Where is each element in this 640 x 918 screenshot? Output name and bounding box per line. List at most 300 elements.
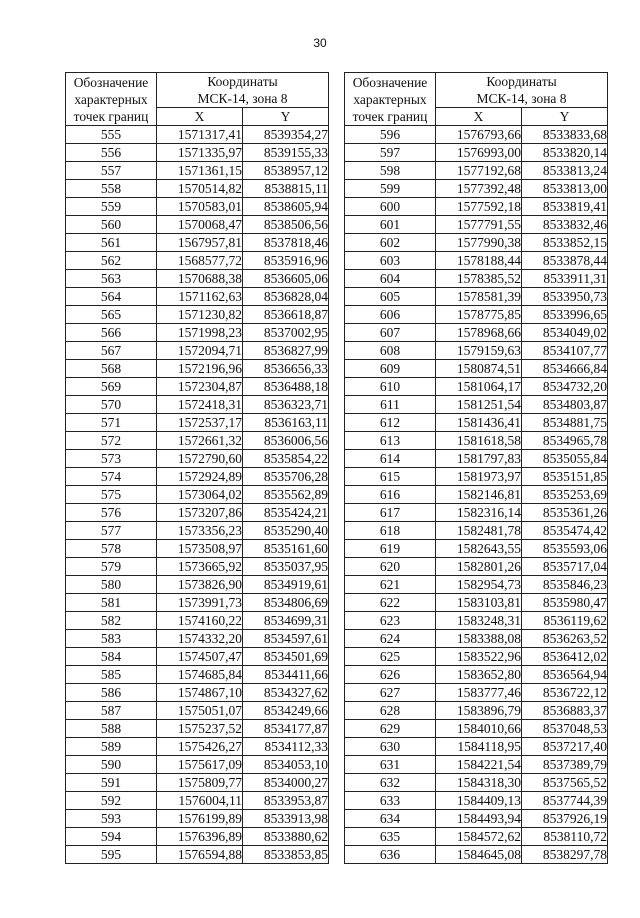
y-coordinate-cell: 8539155,33 — [243, 144, 329, 162]
x-coordinate-cell: 1576594,88 — [157, 846, 243, 864]
coordinates-table-right — [344, 72, 608, 864]
table-row — [66, 288, 329, 306]
table-row — [66, 792, 329, 810]
x-coordinate-cell: 1577990,38 — [436, 234, 522, 252]
y-coordinate-cell: 8536605,06 — [243, 270, 329, 288]
y-coordinate-cell: 8534107,77 — [522, 342, 608, 360]
table-row — [345, 522, 608, 540]
table-row — [66, 774, 329, 792]
x-coordinate-cell: 1578188,44 — [436, 252, 522, 270]
table-row — [66, 450, 329, 468]
point-number-cell: 585 — [66, 666, 157, 684]
table-row — [66, 162, 329, 180]
table-row — [345, 396, 608, 414]
y-coordinate-cell: 8537926,19 — [522, 810, 608, 828]
x-coordinate-cell: 1582316,14 — [436, 504, 522, 522]
point-number-cell: 582 — [66, 612, 157, 630]
y-coordinate-cell: 8536006,56 — [243, 432, 329, 450]
y-coordinate-cell: 8534249,66 — [243, 702, 329, 720]
table-row — [345, 576, 608, 594]
table-row — [345, 648, 608, 666]
x-coordinate-cell: 1581064,17 — [436, 378, 522, 396]
table-row — [66, 486, 329, 504]
x-coordinate-cell: 1583777,46 — [436, 684, 522, 702]
x-coordinate-cell: 1577791,55 — [436, 216, 522, 234]
point-number-cell: 629 — [345, 720, 436, 738]
x-column-header: X — [157, 108, 243, 126]
y-coordinate-cell: 8534177,87 — [243, 720, 329, 738]
y-coordinate-cell: 8535037,95 — [243, 558, 329, 576]
x-coordinate-cell: 1583896,79 — [436, 702, 522, 720]
y-coordinate-cell: 8533833,68 — [522, 126, 608, 144]
point-number-cell: 577 — [66, 522, 157, 540]
point-number-cell: 588 — [66, 720, 157, 738]
x-coordinate-cell: 1583248,31 — [436, 612, 522, 630]
table-row — [345, 360, 608, 378]
y-coordinate-cell: 8533878,44 — [522, 252, 608, 270]
point-number-cell: 625 — [345, 648, 436, 666]
x-coordinate-cell: 1570068,47 — [157, 216, 243, 234]
x-coordinate-cell: 1570688,38 — [157, 270, 243, 288]
y-coordinate-cell: 8535253,69 — [522, 486, 608, 504]
table-row — [345, 594, 608, 612]
y-coordinate-cell: 8536323,71 — [243, 396, 329, 414]
point-number-cell: 605 — [345, 288, 436, 306]
table-row — [66, 144, 329, 162]
y-coordinate-cell: 8534049,02 — [522, 324, 608, 342]
y-coordinate-cell: 8535161,60 — [243, 540, 329, 558]
y-coordinate-cell: 8534053,10 — [243, 756, 329, 774]
point-number-cell: 576 — [66, 504, 157, 522]
x-coordinate-cell: 1578385,52 — [436, 270, 522, 288]
y-coordinate-cell: 8537744,39 — [522, 792, 608, 810]
x-coordinate-cell: 1574160,22 — [157, 612, 243, 630]
x-coordinate-cell: 1567957,81 — [157, 234, 243, 252]
point-number-cell: 618 — [345, 522, 436, 540]
y-coordinate-cell: 8534597,61 — [243, 630, 329, 648]
table-row — [66, 414, 329, 432]
x-coordinate-cell: 1573665,92 — [157, 558, 243, 576]
y-coordinate-cell: 8533853,85 — [243, 846, 329, 864]
x-coordinate-cell: 1573991,73 — [157, 594, 243, 612]
point-number-cell: 619 — [345, 540, 436, 558]
y-coordinate-cell: 8538957,12 — [243, 162, 329, 180]
point-number-cell: 579 — [66, 558, 157, 576]
table-row — [66, 396, 329, 414]
point-number-cell: 612 — [345, 414, 436, 432]
table-row — [66, 342, 329, 360]
table-row — [66, 324, 329, 342]
header-coords-line2: МСК-14, зона 8 — [197, 91, 288, 106]
point-number-cell: 557 — [66, 162, 157, 180]
x-coordinate-cell: 1570514,82 — [157, 180, 243, 198]
y-coordinate-cell: 8536883,37 — [522, 702, 608, 720]
x-coordinate-cell: 1575051,07 — [157, 702, 243, 720]
point-number-cell: 572 — [66, 432, 157, 450]
y-coordinate-cell: 8533813,24 — [522, 162, 608, 180]
point-number-cell: 589 — [66, 738, 157, 756]
x-coordinate-cell: 1572196,96 — [157, 360, 243, 378]
x-coordinate-cell: 1577392,48 — [436, 180, 522, 198]
table-row — [66, 684, 329, 702]
point-number-cell: 628 — [345, 702, 436, 720]
table-row — [66, 612, 329, 630]
y-coordinate-cell: 8534000,27 — [243, 774, 329, 792]
table-row — [345, 198, 608, 216]
point-number-cell: 562 — [66, 252, 157, 270]
point-number-cell: 591 — [66, 774, 157, 792]
y-coordinate-cell: 8533832,46 — [522, 216, 608, 234]
y-coordinate-cell: 8537389,79 — [522, 756, 608, 774]
table-row — [345, 450, 608, 468]
point-number-cell: 561 — [66, 234, 157, 252]
table-row — [66, 252, 329, 270]
y-coordinate-cell: 8537565,52 — [522, 774, 608, 792]
point-number-cell: 632 — [345, 774, 436, 792]
table-row — [345, 810, 608, 828]
y-coordinate-cell: 8534732,20 — [522, 378, 608, 396]
x-coordinate-cell: 1581973,97 — [436, 468, 522, 486]
x-coordinate-cell: 1575237,52 — [157, 720, 243, 738]
y-coordinate-cell: 8536564,94 — [522, 666, 608, 684]
point-number-cell: 565 — [66, 306, 157, 324]
table-row — [66, 540, 329, 558]
y-coordinate-cell: 8536618,87 — [243, 306, 329, 324]
point-number-cell: 623 — [345, 612, 436, 630]
y-coordinate-cell: 8534881,75 — [522, 414, 608, 432]
y-coordinate-cell: 8535593,06 — [522, 540, 608, 558]
point-number-cell: 626 — [345, 666, 436, 684]
table-row — [66, 558, 329, 576]
point-number-cell: 610 — [345, 378, 436, 396]
table-row — [66, 738, 329, 756]
point-number-cell: 558 — [66, 180, 157, 198]
x-coordinate-cell: 1580874,51 — [436, 360, 522, 378]
x-coordinate-cell: 1574332,20 — [157, 630, 243, 648]
x-coordinate-cell: 1584118,95 — [436, 738, 522, 756]
y-coordinate-cell: 8536656,33 — [243, 360, 329, 378]
table-row — [345, 774, 608, 792]
x-coordinate-cell: 1584221,54 — [436, 756, 522, 774]
x-coordinate-cell: 1571162,63 — [157, 288, 243, 306]
table-row — [345, 558, 608, 576]
x-coordinate-cell: 1584318,30 — [436, 774, 522, 792]
x-coordinate-cell: 1574685,84 — [157, 666, 243, 684]
point-number-cell: 580 — [66, 576, 157, 594]
table-row — [66, 468, 329, 486]
y-coordinate-cell: 8533911,31 — [522, 270, 608, 288]
point-number-cell: 560 — [66, 216, 157, 234]
y-coordinate-cell: 8535717,04 — [522, 558, 608, 576]
y-coordinate-cell: 8533820,14 — [522, 144, 608, 162]
table-row — [345, 180, 608, 198]
x-coordinate-cell: 1582481,78 — [436, 522, 522, 540]
y-coordinate-cell: 8538110,72 — [522, 828, 608, 846]
x-coordinate-cell: 1571361,15 — [157, 162, 243, 180]
y-coordinate-cell: 8533852,15 — [522, 234, 608, 252]
y-coordinate-cell: 8539354,27 — [243, 126, 329, 144]
table-row — [345, 702, 608, 720]
y-coordinate-cell: 8536827,99 — [243, 342, 329, 360]
point-number-cell: 599 — [345, 180, 436, 198]
point-number-cell: 593 — [66, 810, 157, 828]
y-coordinate-cell: 8533913,98 — [243, 810, 329, 828]
header-coords-line1: Координаты — [207, 74, 278, 89]
x-coordinate-cell: 1583522,96 — [436, 648, 522, 666]
table-row — [66, 432, 329, 450]
table-row — [66, 180, 329, 198]
point-number-cell: 556 — [66, 144, 157, 162]
y-coordinate-cell: 8536828,04 — [243, 288, 329, 306]
y-coordinate-cell: 8534919,61 — [243, 576, 329, 594]
y-coordinate-cell: 8534806,69 — [243, 594, 329, 612]
table-row — [345, 126, 608, 144]
y-coordinate-cell: 8535290,40 — [243, 522, 329, 540]
point-number-cell: 587 — [66, 702, 157, 720]
point-number-cell: 624 — [345, 630, 436, 648]
table-row — [345, 144, 608, 162]
x-coordinate-cell: 1571335,97 — [157, 144, 243, 162]
x-coordinate-cell: 1572537,17 — [157, 414, 243, 432]
point-number-cell: 609 — [345, 360, 436, 378]
y-coordinate-cell: 8533996,65 — [522, 306, 608, 324]
point-number-cell: 569 — [66, 378, 157, 396]
header-coords-line1: Координаты — [486, 74, 557, 89]
table-row — [66, 756, 329, 774]
y-coordinate-cell: 8537002,95 — [243, 324, 329, 342]
x-coordinate-cell: 1575426,27 — [157, 738, 243, 756]
point-number-cell: 564 — [66, 288, 157, 306]
y-coordinate-cell: 8538506,56 — [243, 216, 329, 234]
table-row — [345, 468, 608, 486]
x-coordinate-cell: 1582146,81 — [436, 486, 522, 504]
x-coordinate-cell: 1576793,66 — [436, 126, 522, 144]
table-row — [66, 126, 329, 144]
x-coordinate-cell: 1573064,02 — [157, 486, 243, 504]
x-coordinate-cell: 1583103,81 — [436, 594, 522, 612]
point-number-cell: 575 — [66, 486, 157, 504]
point-number-cell: 602 — [345, 234, 436, 252]
table-row — [345, 378, 608, 396]
header-label-line2: характерных — [74, 91, 148, 107]
y-coordinate-cell: 8535706,28 — [243, 468, 329, 486]
header-label-line1: Обозначение — [352, 74, 428, 90]
x-coordinate-cell: 1573508,97 — [157, 540, 243, 558]
header-label-line2: характерных — [353, 91, 427, 107]
y-coordinate-cell: 8534501,69 — [243, 648, 329, 666]
table-row — [345, 792, 608, 810]
table-row — [66, 648, 329, 666]
point-number-cell: 616 — [345, 486, 436, 504]
table-row — [66, 846, 329, 864]
y-coordinate-cell: 8538297,78 — [522, 846, 608, 864]
header-label-line1: Обозначение — [73, 74, 149, 90]
point-number-cell: 583 — [66, 630, 157, 648]
x-coordinate-cell: 1582643,55 — [436, 540, 522, 558]
y-column-header: Y — [243, 108, 329, 126]
x-coordinate-cell: 1572790,60 — [157, 450, 243, 468]
coordinates-table-left — [65, 72, 329, 864]
coordinates-header — [436, 73, 608, 108]
y-coordinate-cell: 8536412,02 — [522, 648, 608, 666]
y-coordinate-cell: 8534411,66 — [243, 666, 329, 684]
header-coords-line2: МСК-14, зона 8 — [476, 91, 567, 106]
point-number-cell: 622 — [345, 594, 436, 612]
point-number-cell: 573 — [66, 450, 157, 468]
point-label-header — [66, 73, 157, 126]
y-coordinate-cell: 8537048,53 — [522, 720, 608, 738]
x-coordinate-cell: 1576004,11 — [157, 792, 243, 810]
point-number-cell: 601 — [345, 216, 436, 234]
y-coordinate-cell: 8533950,73 — [522, 288, 608, 306]
table-row — [66, 270, 329, 288]
x-coordinate-cell: 1573207,86 — [157, 504, 243, 522]
point-number-cell: 613 — [345, 432, 436, 450]
y-coordinate-cell: 8536722,12 — [522, 684, 608, 702]
y-coordinate-cell: 8538605,94 — [243, 198, 329, 216]
x-coordinate-cell: 1577592,18 — [436, 198, 522, 216]
table-row — [66, 504, 329, 522]
point-number-cell: 596 — [345, 126, 436, 144]
point-number-cell: 608 — [345, 342, 436, 360]
y-column-header: Y — [522, 108, 608, 126]
table-body-left — [66, 126, 329, 864]
y-coordinate-cell: 8537217,40 — [522, 738, 608, 756]
point-number-cell: 568 — [66, 360, 157, 378]
point-number-cell: 620 — [345, 558, 436, 576]
point-number-cell: 607 — [345, 324, 436, 342]
x-coordinate-cell: 1584645,08 — [436, 846, 522, 864]
table-row — [345, 666, 608, 684]
table-row — [345, 504, 608, 522]
point-number-cell: 617 — [345, 504, 436, 522]
x-coordinate-cell: 1582954,73 — [436, 576, 522, 594]
x-coordinate-cell: 1578775,85 — [436, 306, 522, 324]
point-number-cell: 571 — [66, 414, 157, 432]
x-coordinate-cell: 1570583,01 — [157, 198, 243, 216]
x-coordinate-cell: 1581618,58 — [436, 432, 522, 450]
table-row — [345, 234, 608, 252]
x-coordinate-cell: 1576993,00 — [436, 144, 522, 162]
table-row — [345, 270, 608, 288]
point-number-cell: 592 — [66, 792, 157, 810]
x-coordinate-cell: 1577192,68 — [436, 162, 522, 180]
table-row — [66, 810, 329, 828]
x-coordinate-cell: 1584572,62 — [436, 828, 522, 846]
point-number-cell: 600 — [345, 198, 436, 216]
table-row — [345, 540, 608, 558]
point-number-cell: 615 — [345, 468, 436, 486]
x-coordinate-cell: 1583388,08 — [436, 630, 522, 648]
point-number-cell: 598 — [345, 162, 436, 180]
y-coordinate-cell: 8535846,23 — [522, 576, 608, 594]
table-row — [345, 414, 608, 432]
y-coordinate-cell: 8535562,89 — [243, 486, 329, 504]
table-row — [66, 702, 329, 720]
point-number-cell: 636 — [345, 846, 436, 864]
coordinates-header — [157, 73, 329, 108]
y-coordinate-cell: 8534803,87 — [522, 396, 608, 414]
y-coordinate-cell: 8535474,42 — [522, 522, 608, 540]
point-number-cell: 630 — [345, 738, 436, 756]
point-number-cell: 594 — [66, 828, 157, 846]
y-coordinate-cell: 8534327,62 — [243, 684, 329, 702]
point-number-cell: 627 — [345, 684, 436, 702]
point-number-cell: 584 — [66, 648, 157, 666]
x-coordinate-cell: 1571230,82 — [157, 306, 243, 324]
y-coordinate-cell: 8535980,47 — [522, 594, 608, 612]
y-coordinate-cell: 8535424,21 — [243, 504, 329, 522]
table-row — [345, 828, 608, 846]
y-coordinate-cell: 8537818,46 — [243, 234, 329, 252]
table-row — [345, 432, 608, 450]
x-column-header: X — [436, 108, 522, 126]
x-coordinate-cell: 1576199,89 — [157, 810, 243, 828]
point-number-cell: 559 — [66, 198, 157, 216]
table-row — [345, 216, 608, 234]
table-row — [345, 324, 608, 342]
point-number-cell: 614 — [345, 450, 436, 468]
point-number-cell: 586 — [66, 684, 157, 702]
table-row — [345, 630, 608, 648]
y-coordinate-cell: 8536263,52 — [522, 630, 608, 648]
table-row — [66, 306, 329, 324]
x-coordinate-cell: 1571998,23 — [157, 324, 243, 342]
table-row — [66, 630, 329, 648]
y-coordinate-cell: 8534112,33 — [243, 738, 329, 756]
y-coordinate-cell: 8534666,84 — [522, 360, 608, 378]
table-body-right — [345, 126, 608, 864]
table-row — [345, 252, 608, 270]
x-coordinate-cell: 1583652,80 — [436, 666, 522, 684]
table-row — [345, 684, 608, 702]
point-number-cell: 603 — [345, 252, 436, 270]
point-number-cell: 590 — [66, 756, 157, 774]
y-coordinate-cell: 8536119,62 — [522, 612, 608, 630]
x-coordinate-cell: 1581436,41 — [436, 414, 522, 432]
table-row — [345, 756, 608, 774]
point-number-cell: 633 — [345, 792, 436, 810]
x-coordinate-cell: 1574507,47 — [157, 648, 243, 666]
point-number-cell: 570 — [66, 396, 157, 414]
table-row — [345, 720, 608, 738]
point-number-cell: 606 — [345, 306, 436, 324]
table-row — [66, 234, 329, 252]
table-row — [345, 288, 608, 306]
page-number: 30 — [313, 36, 327, 50]
x-coordinate-cell: 1573356,23 — [157, 522, 243, 540]
x-coordinate-cell: 1584493,94 — [436, 810, 522, 828]
header-label-line3: точек границ — [352, 108, 428, 124]
table-row — [66, 594, 329, 612]
x-coordinate-cell: 1581251,54 — [436, 396, 522, 414]
y-coordinate-cell: 8536163,11 — [243, 414, 329, 432]
x-coordinate-cell: 1581797,83 — [436, 450, 522, 468]
point-number-cell: 566 — [66, 324, 157, 342]
header-label-line3: точек границ — [73, 108, 149, 124]
y-coordinate-cell: 8533880,62 — [243, 828, 329, 846]
x-coordinate-cell: 1582801,26 — [436, 558, 522, 576]
point-number-cell: 635 — [345, 828, 436, 846]
x-coordinate-cell: 1573826,90 — [157, 576, 243, 594]
table-row — [345, 612, 608, 630]
x-coordinate-cell: 1572661,32 — [157, 432, 243, 450]
point-number-cell: 621 — [345, 576, 436, 594]
y-coordinate-cell: 8535854,22 — [243, 450, 329, 468]
point-number-cell: 555 — [66, 126, 157, 144]
x-coordinate-cell: 1574867,10 — [157, 684, 243, 702]
x-coordinate-cell: 1584010,66 — [436, 720, 522, 738]
